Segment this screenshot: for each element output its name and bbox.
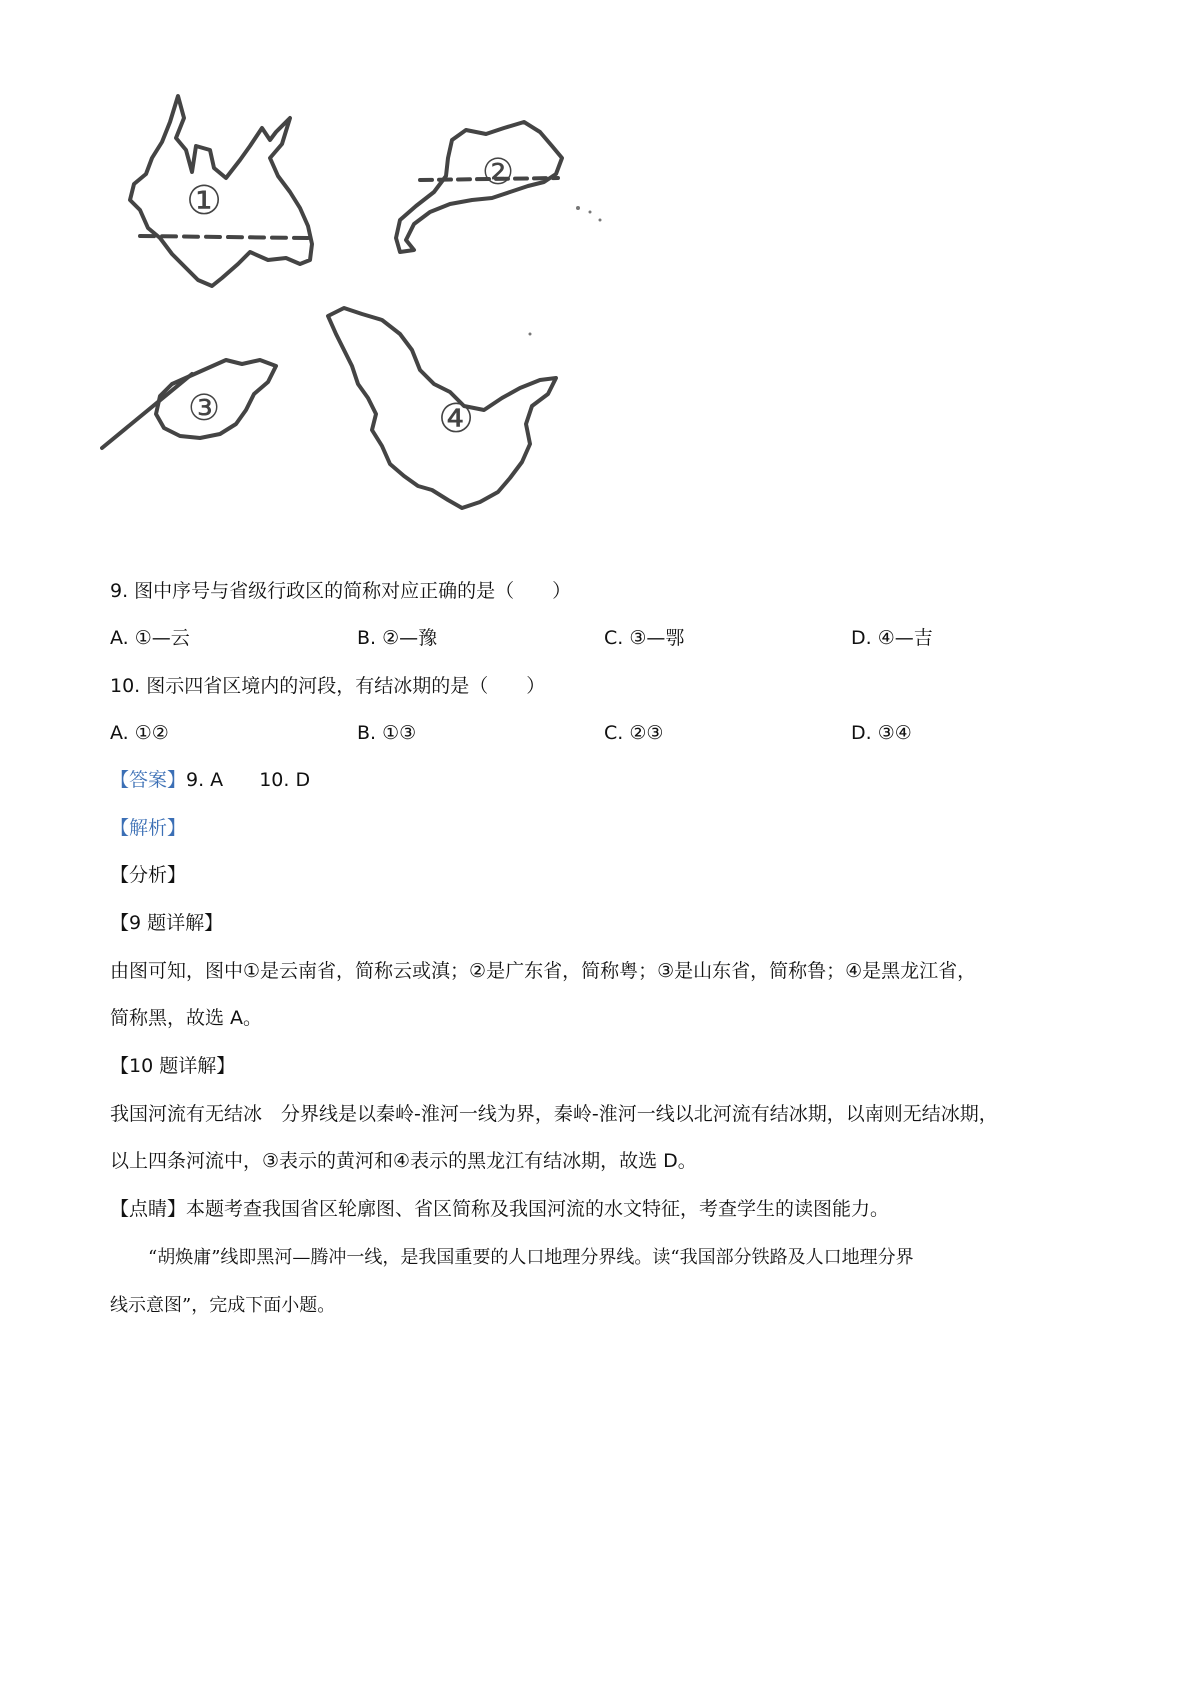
analysis-tag: 【解析】 bbox=[110, 817, 187, 839]
q10-option-b: B. ①③ bbox=[357, 722, 417, 744]
detail-10-text-2: 以上四条河流中，③表示的黄河和④表示的黑龙江有结冰期，故选 D。 bbox=[110, 1150, 697, 1172]
comment-text: 【点睛】本题考查我国省区轮廓图、省区简称及我国河流的水文特征，考查学生的读图能力。 bbox=[110, 1198, 890, 1220]
fenxi-tag: 【分析】 bbox=[110, 864, 187, 886]
guangdong-outline bbox=[396, 122, 562, 252]
detail-10-text-1: 我国河流有无结冰 分界线是以秦岭-淮河一线为界，秦岭-淮河一线以北河流有结冰期，以南则无结冰期， bbox=[110, 1103, 998, 1125]
question-9-stem: 9. 图中序号与省级行政区的简称对应正确的是（ ） bbox=[110, 580, 572, 602]
answer-tag: 【答案】 bbox=[110, 769, 187, 791]
answer-q9: 9. A bbox=[186, 769, 224, 791]
q9-option-c: C. ③—鄂 bbox=[604, 627, 685, 649]
detail-9-text-2: 简称黑，故选 A。 bbox=[110, 1007, 263, 1029]
q10-option-c: C. ②③ bbox=[604, 722, 664, 744]
figure-label-3: ③ bbox=[187, 388, 221, 429]
q9-option-b: B. ②—豫 bbox=[357, 627, 438, 649]
detail-9-text-1: 由图可知，图中①是云南省，简称云或滇；②是广东省，简称粤；③是山东省，简称鲁；④是黑龙江省， bbox=[110, 960, 977, 982]
passage-text-1: “胡焕庸”线即黑河—腾冲一线，是我国重要的人口地理分界线。读“我国部分铁路及人口地理分界 bbox=[148, 1247, 914, 1268]
answer-q10: 10. D bbox=[259, 769, 311, 791]
detail-10-tag: 【10 题详解】 bbox=[110, 1055, 236, 1077]
passage-text-2: 线示意图”，完成下面小题。 bbox=[110, 1295, 336, 1316]
q9-option-a: A. ①—云 bbox=[110, 627, 190, 649]
figure-label-1: ① bbox=[186, 178, 222, 224]
figure-label-2: ② bbox=[481, 152, 515, 193]
q9-option-d: D. ④—吉 bbox=[851, 627, 933, 649]
q10-option-d: D. ③④ bbox=[851, 722, 912, 744]
yunnan-dashed-line bbox=[140, 236, 308, 238]
q10-option-a: A. ①② bbox=[110, 722, 169, 744]
answer-line bbox=[110, 767, 310, 793]
detail-9-tag: 【9 题详解】 bbox=[110, 912, 224, 934]
question-10-stem: 10. 图示四省区境内的河段，有结冰期的是（ ） bbox=[110, 675, 546, 697]
figure-label-4: ④ bbox=[438, 396, 474, 442]
province-outline-figure bbox=[100, 88, 620, 538]
